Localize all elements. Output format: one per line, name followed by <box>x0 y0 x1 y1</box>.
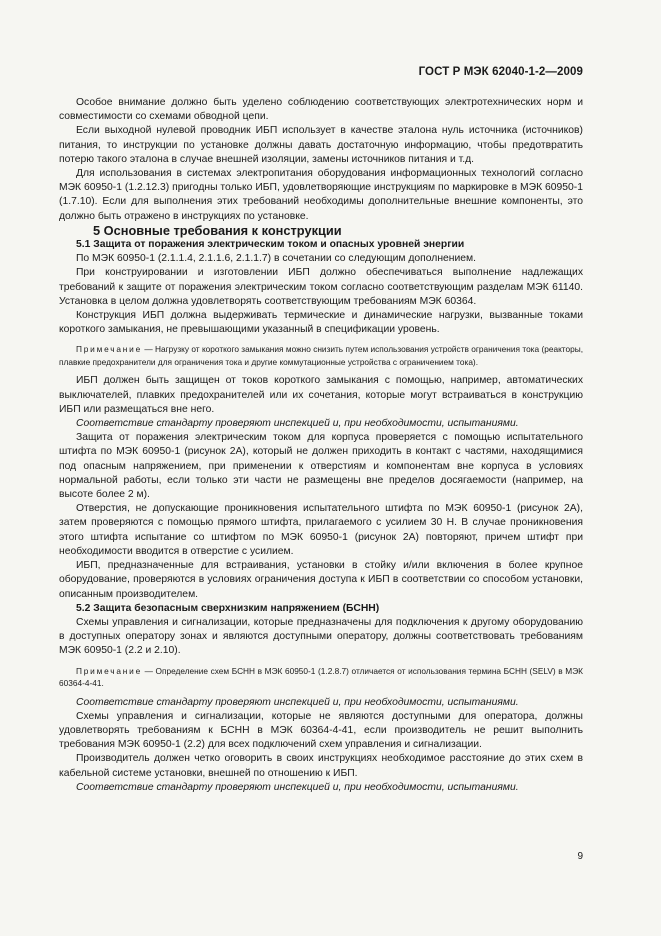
page-number: 9 <box>577 851 583 862</box>
paragraph: Схемы управления и сигнализации, которые не являются доступными для оператора, должны удовлетворять требованиям к БСНН в МЭК 60364-4-41, если производитель не решит выполнить требования МЭК 60950-1 (2.2) для всех подключений схем управления и сигнализации. <box>59 710 583 751</box>
paragraph: Отверстия, не допускающие проникновения испытательного штифта по МЭК 60950-1 (рисунок 2А), затем проверяются с помощью прямого штифта, прилагаемого с усилием 30 Н. В случае проникновения этого штифта испытание со штифтом по МЭК 60950-1 (рисунок 2А) повторяют, причем штифт при необходимости вводится в отверстие с усилием. <box>59 503 583 557</box>
note-text: — Нагрузку от короткого замыкания можно снизить путем использования устройств ограничения тока (реакторы, плавкие предохранители для ограничения тока и другие коммутационные устройства с ограничением тока). <box>59 344 583 367</box>
note <box>59 665 583 690</box>
paragraph: Схемы управления и сигнализации, которые предназначены для подключения к другому оборудованию в доступных оператору зонах и являются доступными оператору, должны соответствовать требованиям МЭК 60950-1 (2.2 и 2.10). <box>59 616 583 657</box>
compliance-statement: Соответствие стандарту проверяют инспекцией и, при необходимости, испытаниями. <box>76 418 519 430</box>
subsection-title: 5.2 Защита безопасным сверхнизким напряжением (БСНН) <box>76 602 380 614</box>
note-label: Примечание <box>76 665 143 676</box>
paragraph: По МЭК 60950-1 (2.1.1.4, 2.1.1.6, 2.1.1.7) в сочетании со следующим дополнением. <box>76 253 477 265</box>
paragraph: ИБП должен быть защищен от токов короткого замыкания с помощью, например, автоматических выключателей, плавких предохранителей или их сочетания, которые могут встраиваться в конструкцию ИБП или размещаться вне него. <box>59 375 583 415</box>
subsection-title: 5.1 Защита от поражения электрическим током и опасных уровней энергии <box>76 239 465 251</box>
note <box>59 343 583 368</box>
paragraph: ИБП, предназначенные для встраивания, установки в стойку и/или включения в более крупное оборудование, проверяются в условиях ограничения доступа к ИБП в соответствии со способом установки, описанным производителем. <box>59 560 583 600</box>
paragraph: При конструировании и изготовлении ИБП должно обеспечиваться выполнение надлежащих требований к защите от поражения электрическим током согласно соответствующим разделам МЭК 61140. Установка в целом должна удовлетворять соответствующим требованиям МЭК 60364. <box>59 267 583 307</box>
compliance-statement: Соответствие стандарту проверяют инспекцией и, при необходимости, испытаниями. <box>76 781 519 793</box>
paragraph: Защита от поражения электрическим током для корпуса проверяется с помощью испытательного штифта по МЭК 60950-1 (рисунок 2А), который не должен приходить в контакт с частями, находящимися под опасным напряжением, при применении к отверстиям и компонентам вне корпуса в условиях нормальной работы, если только эти части не размещены вне пределов досягаемости (например, на высоте более 2 м). <box>59 432 583 501</box>
compliance-statement: Соответствие стандарту проверяют инспекцией и, при необходимости, испытаниями. <box>76 696 519 708</box>
paragraph: Производитель должен четко оговорить в своих инструкциях необходимое расстояние до этих схем в кабельной системе установки, внешней по отношению к ИБП. <box>59 753 583 779</box>
note-label: Примечание <box>76 344 143 355</box>
paragraph: Для использования в системах электропитания оборудования информационных технологий согласно МЭК 60950-1 (1.2.12.3) пригодны только ИБП, удовлетворяющие инструкциям по маркировке в МЭК 60950-1 (1.7.10). Если для выполнения этих требований необходимы дополнительные внешние компоненты, это должно быть отражено в инструкциях по установке. <box>59 168 583 222</box>
paragraph: Конструкция ИБП должна выдерживать термические и динамические нагрузки, вызванные токами короткого замыкания, не превышающими указанный в спецификации уровень. <box>59 310 583 336</box>
note-text: — Определение схем БСНН в МЭК 60950-1 (1.2.8.7) отличается от использования термина БСНН (SELV) в МЭК 60364-4-41. <box>59 665 583 689</box>
paragraph: Особое внимание должно быть уделено соблюдению соответствующих электротехнических норм и совместимости со схемами обводной цепи. <box>59 97 583 123</box>
document-body <box>59 96 583 795</box>
document-header: ГОСТ Р МЭК 62040-1-2—2009 <box>418 66 583 78</box>
paragraph: Если выходной нулевой проводник ИБП использует в качестве эталона нуль источника (источников) питания, то инструкции по установке должны давать достаточную информацию, чтобы предотвратить потерю такого эталона в случае внешней изоляции, замены источников питания и т.д. <box>59 125 583 165</box>
section-title: 5 Основные требования к конструкции <box>93 222 342 238</box>
